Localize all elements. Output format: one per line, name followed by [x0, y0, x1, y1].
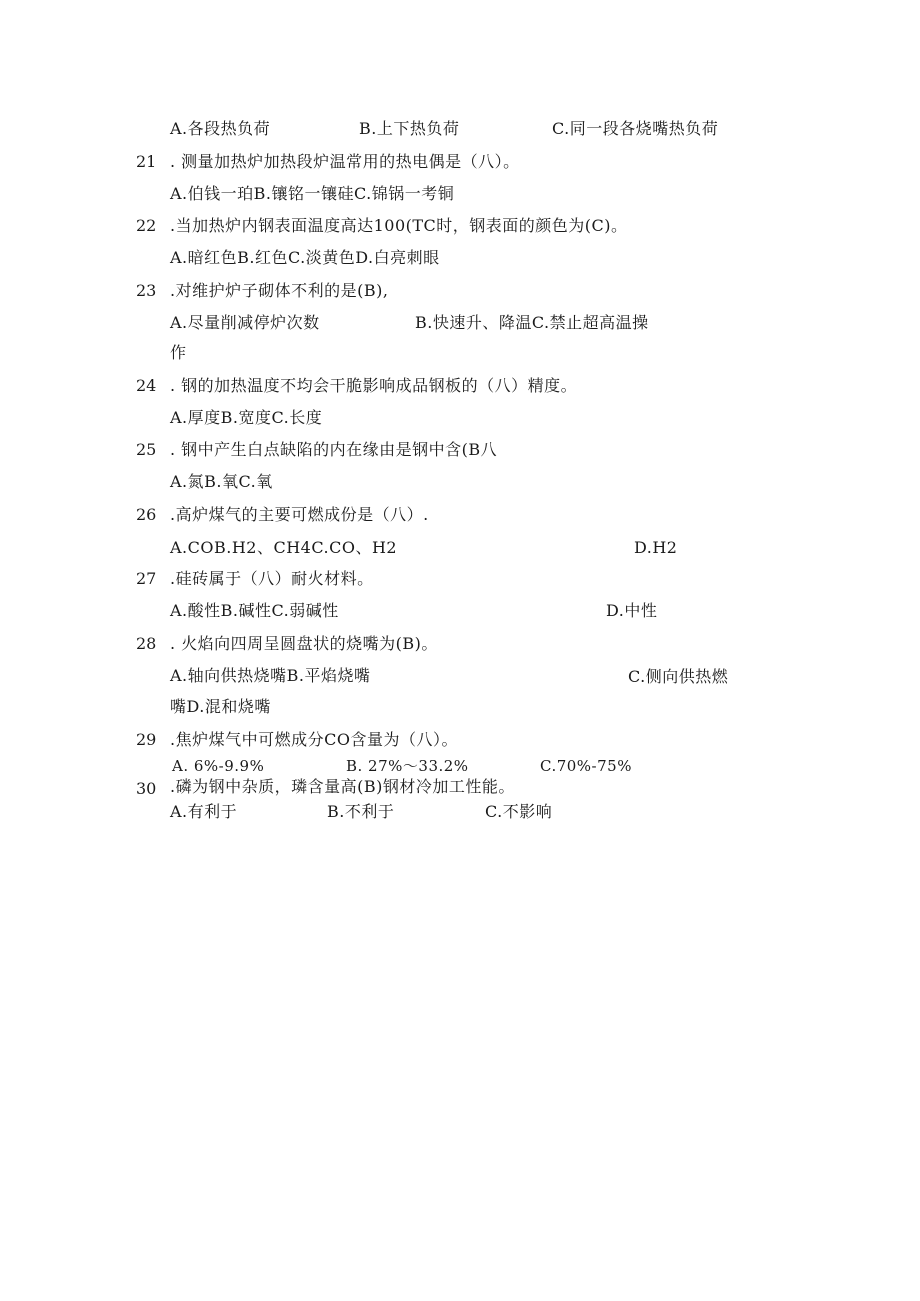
question-options-27-a: A.酸性B.碱性C.弱碱性	[170, 601, 339, 620]
question-options-26-a: A.COB.H2、CH4C.CO、H2	[170, 538, 398, 557]
question-options-28-c: C.侧向供热燃	[628, 667, 729, 686]
question-number-27: 27	[136, 569, 157, 588]
question-options-29-b: B. 27%～33.2%	[346, 757, 469, 775]
question-options-26-d: D.H2	[634, 538, 678, 557]
question-text-25: . 钢中产生白点缺陷的内在缘由是钢中含(B八	[170, 440, 498, 459]
question-options-30-b: B.不利于	[327, 802, 395, 821]
question-text-24: . 钢的加热温度不均会干脆影响成品钢板的（八）精度。	[170, 376, 578, 395]
question-options-30-c: C.不影响	[485, 802, 553, 821]
question-options-29-c: C.70%-75%	[540, 757, 632, 775]
question-options-29-a: A. 6%-9.9%	[172, 757, 265, 775]
question-options-28-cont: 嘴D.混和烧嘴	[170, 697, 271, 716]
question-number-29: 29	[136, 730, 157, 749]
question-number-25: 25	[136, 440, 157, 459]
question-number-28: 28	[136, 634, 157, 653]
question-options-21: A.伯钱一珀B.镶铭一镶硅C.锦锅一考铜	[170, 184, 455, 203]
question-options-30-a: A.有利于	[170, 802, 238, 821]
question-text-28: . 火焰向四周呈圆盘状的烧嘴为(B)。	[170, 634, 438, 653]
question-text-23: .对维护炉子砌体不利的是(B),	[170, 281, 389, 300]
question-number-22: 22	[136, 216, 157, 235]
question-text-29: .焦炉煤气中可燃成分CO含量为（八）。	[170, 730, 458, 749]
question-number-21: 21	[136, 152, 157, 171]
question-number-30: 30	[136, 779, 157, 798]
question-options-23-a: A.尽量削减停炉次数	[170, 313, 320, 332]
question-text-30: .磷为钢中杂质，璘含量高(B)钢材冷加工性能。	[170, 777, 515, 796]
option-line-top-c: C.同一段各烧嘴热负荷	[552, 119, 719, 138]
question-number-23: 23	[136, 281, 157, 300]
option-line-top-b: B.上下热负荷	[359, 119, 460, 138]
question-options-25: A.氮B.氧C.氧	[170, 472, 273, 491]
option-line-top-a: A.各段热负荷	[170, 119, 271, 138]
question-options-24: A.厚度B.宽度C.长度	[170, 408, 323, 427]
question-options-23-cont: 作	[170, 343, 187, 362]
question-text-22: .当加热炉内钢表面温度高达100(TC时，钢表面的颜色为(C)。	[170, 216, 628, 235]
question-options-23-bc: B.快速升、降温C.禁止超高温操	[415, 313, 649, 332]
question-options-28-a: A.轴向供热烧嘴B.平焰烧嘴	[170, 666, 371, 685]
question-text-26: .高炉煤气的主要可燃成份是（八）.	[170, 505, 429, 524]
question-text-21: . 测量加热炉加热段炉温常用的热电偶是（八）。	[170, 152, 520, 171]
question-options-22: A.暗红色B.红色C.淡黄色D.白亮刺眼	[170, 248, 440, 267]
question-text-27: .硅砖属于（八）耐火材料。	[170, 569, 374, 588]
question-number-26: 26	[136, 505, 157, 524]
question-number-24: 24	[136, 376, 157, 395]
question-options-27-d: D.中性	[606, 601, 658, 620]
